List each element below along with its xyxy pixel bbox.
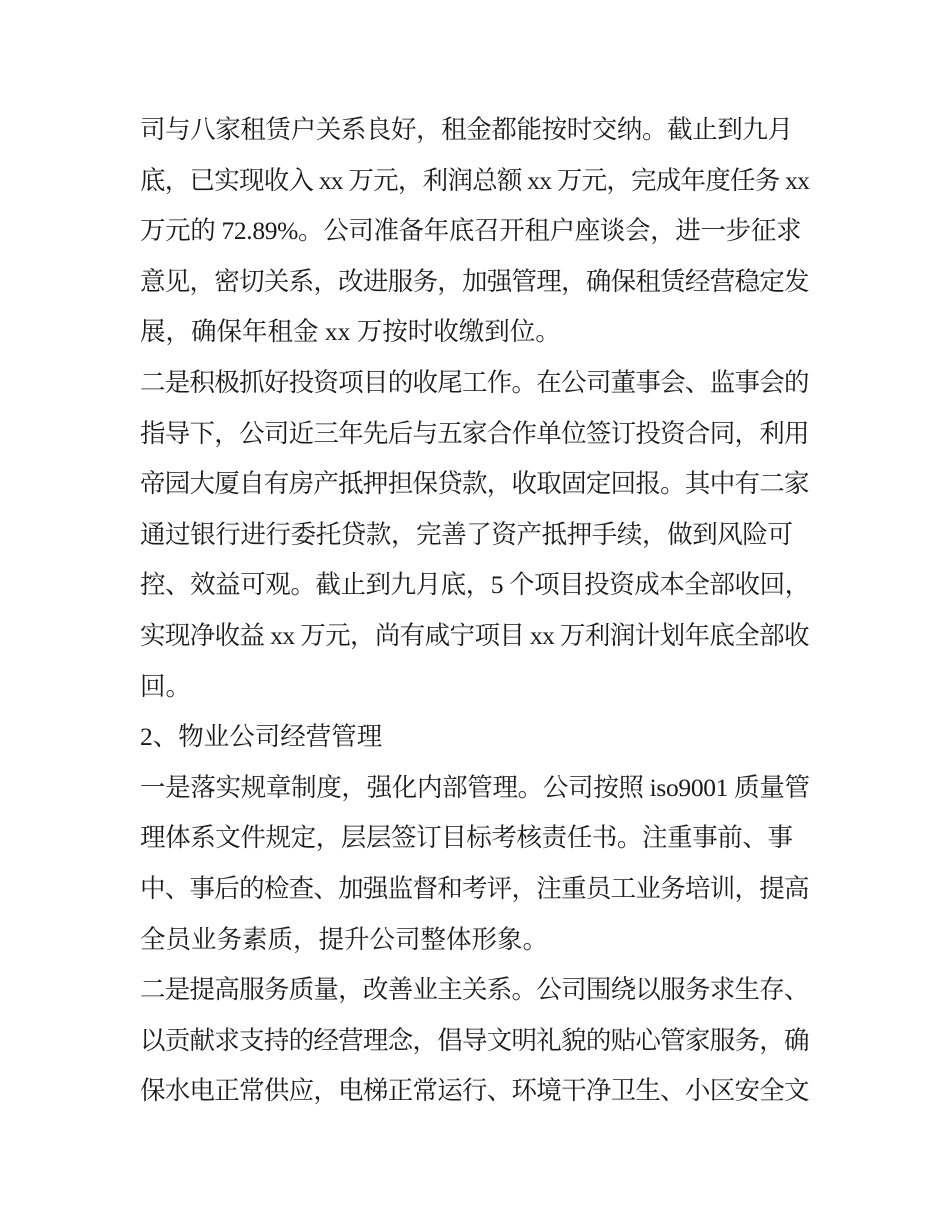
text-line: 展，确保年租金 xx 万按时收缴到位。: [140, 317, 561, 347]
text-line: 指导下，公司近三年先后与五家合作单位签订投资合同，利用: [140, 418, 809, 448]
text-line: 2、物业公司经营管理: [140, 722, 383, 752]
text-line: 理体系文件规定，层层签订目标考核责任书。注重事前、事: [140, 823, 793, 853]
text-line: 万元的 72.89%。公司准备年底召开租户座谈会，进一步征求: [140, 216, 802, 246]
document-body: [140, 105, 820, 1117]
text-line: 帝园大厦自有房产抵押担保贷款，收取固定回报。其中有二家: [140, 469, 809, 499]
text-line: 底，已实现收入 xx 万元，利润总额 xx 万元，完成年度任务 xx: [140, 165, 810, 195]
text-line: 以贡献求支持的经营理念，倡导文明礼貌的贴心管家服务，确: [140, 1025, 809, 1055]
text-line: 控、效益可观。截止到九月底，5 个项目投资成本全部收回，: [140, 570, 810, 600]
text-line: 通过银行进行委托贷款，完善了资产抵押手续，做到风险可: [140, 519, 793, 549]
text-line: 二是提高服务质量，改善业主关系。公司围绕以服务求生存、: [140, 975, 809, 1005]
text-line: 保水电正常供应，电梯正常运行、环境干净卫生、小区安全文: [140, 1076, 809, 1106]
text-line: 全员业务素质，提升公司整体形象。: [140, 924, 549, 954]
text-line: 意见，密切关系，改进服务，加强管理，确保租赁经营稳定发: [140, 266, 809, 296]
text-line: 一是落实规章制度，强化内部管理。公司按照 iso9001 质量管: [140, 772, 810, 802]
text-line: 中、事后的检查、加强监督和考评，注重员工业务培训，提高: [140, 873, 809, 903]
text-line: 司与八家租赁户关系良好，租金都能按时交纳。截止到九月: [140, 115, 793, 144]
text-line: 回。: [140, 671, 192, 701]
text-line: 实现净收益 xx 万元，尚有咸宁项目 xx 万利润计划年底全部收: [140, 620, 809, 650]
text-line: 二是积极抓好投资项目的收尾工作。在公司董事会、监事会的: [140, 367, 809, 397]
